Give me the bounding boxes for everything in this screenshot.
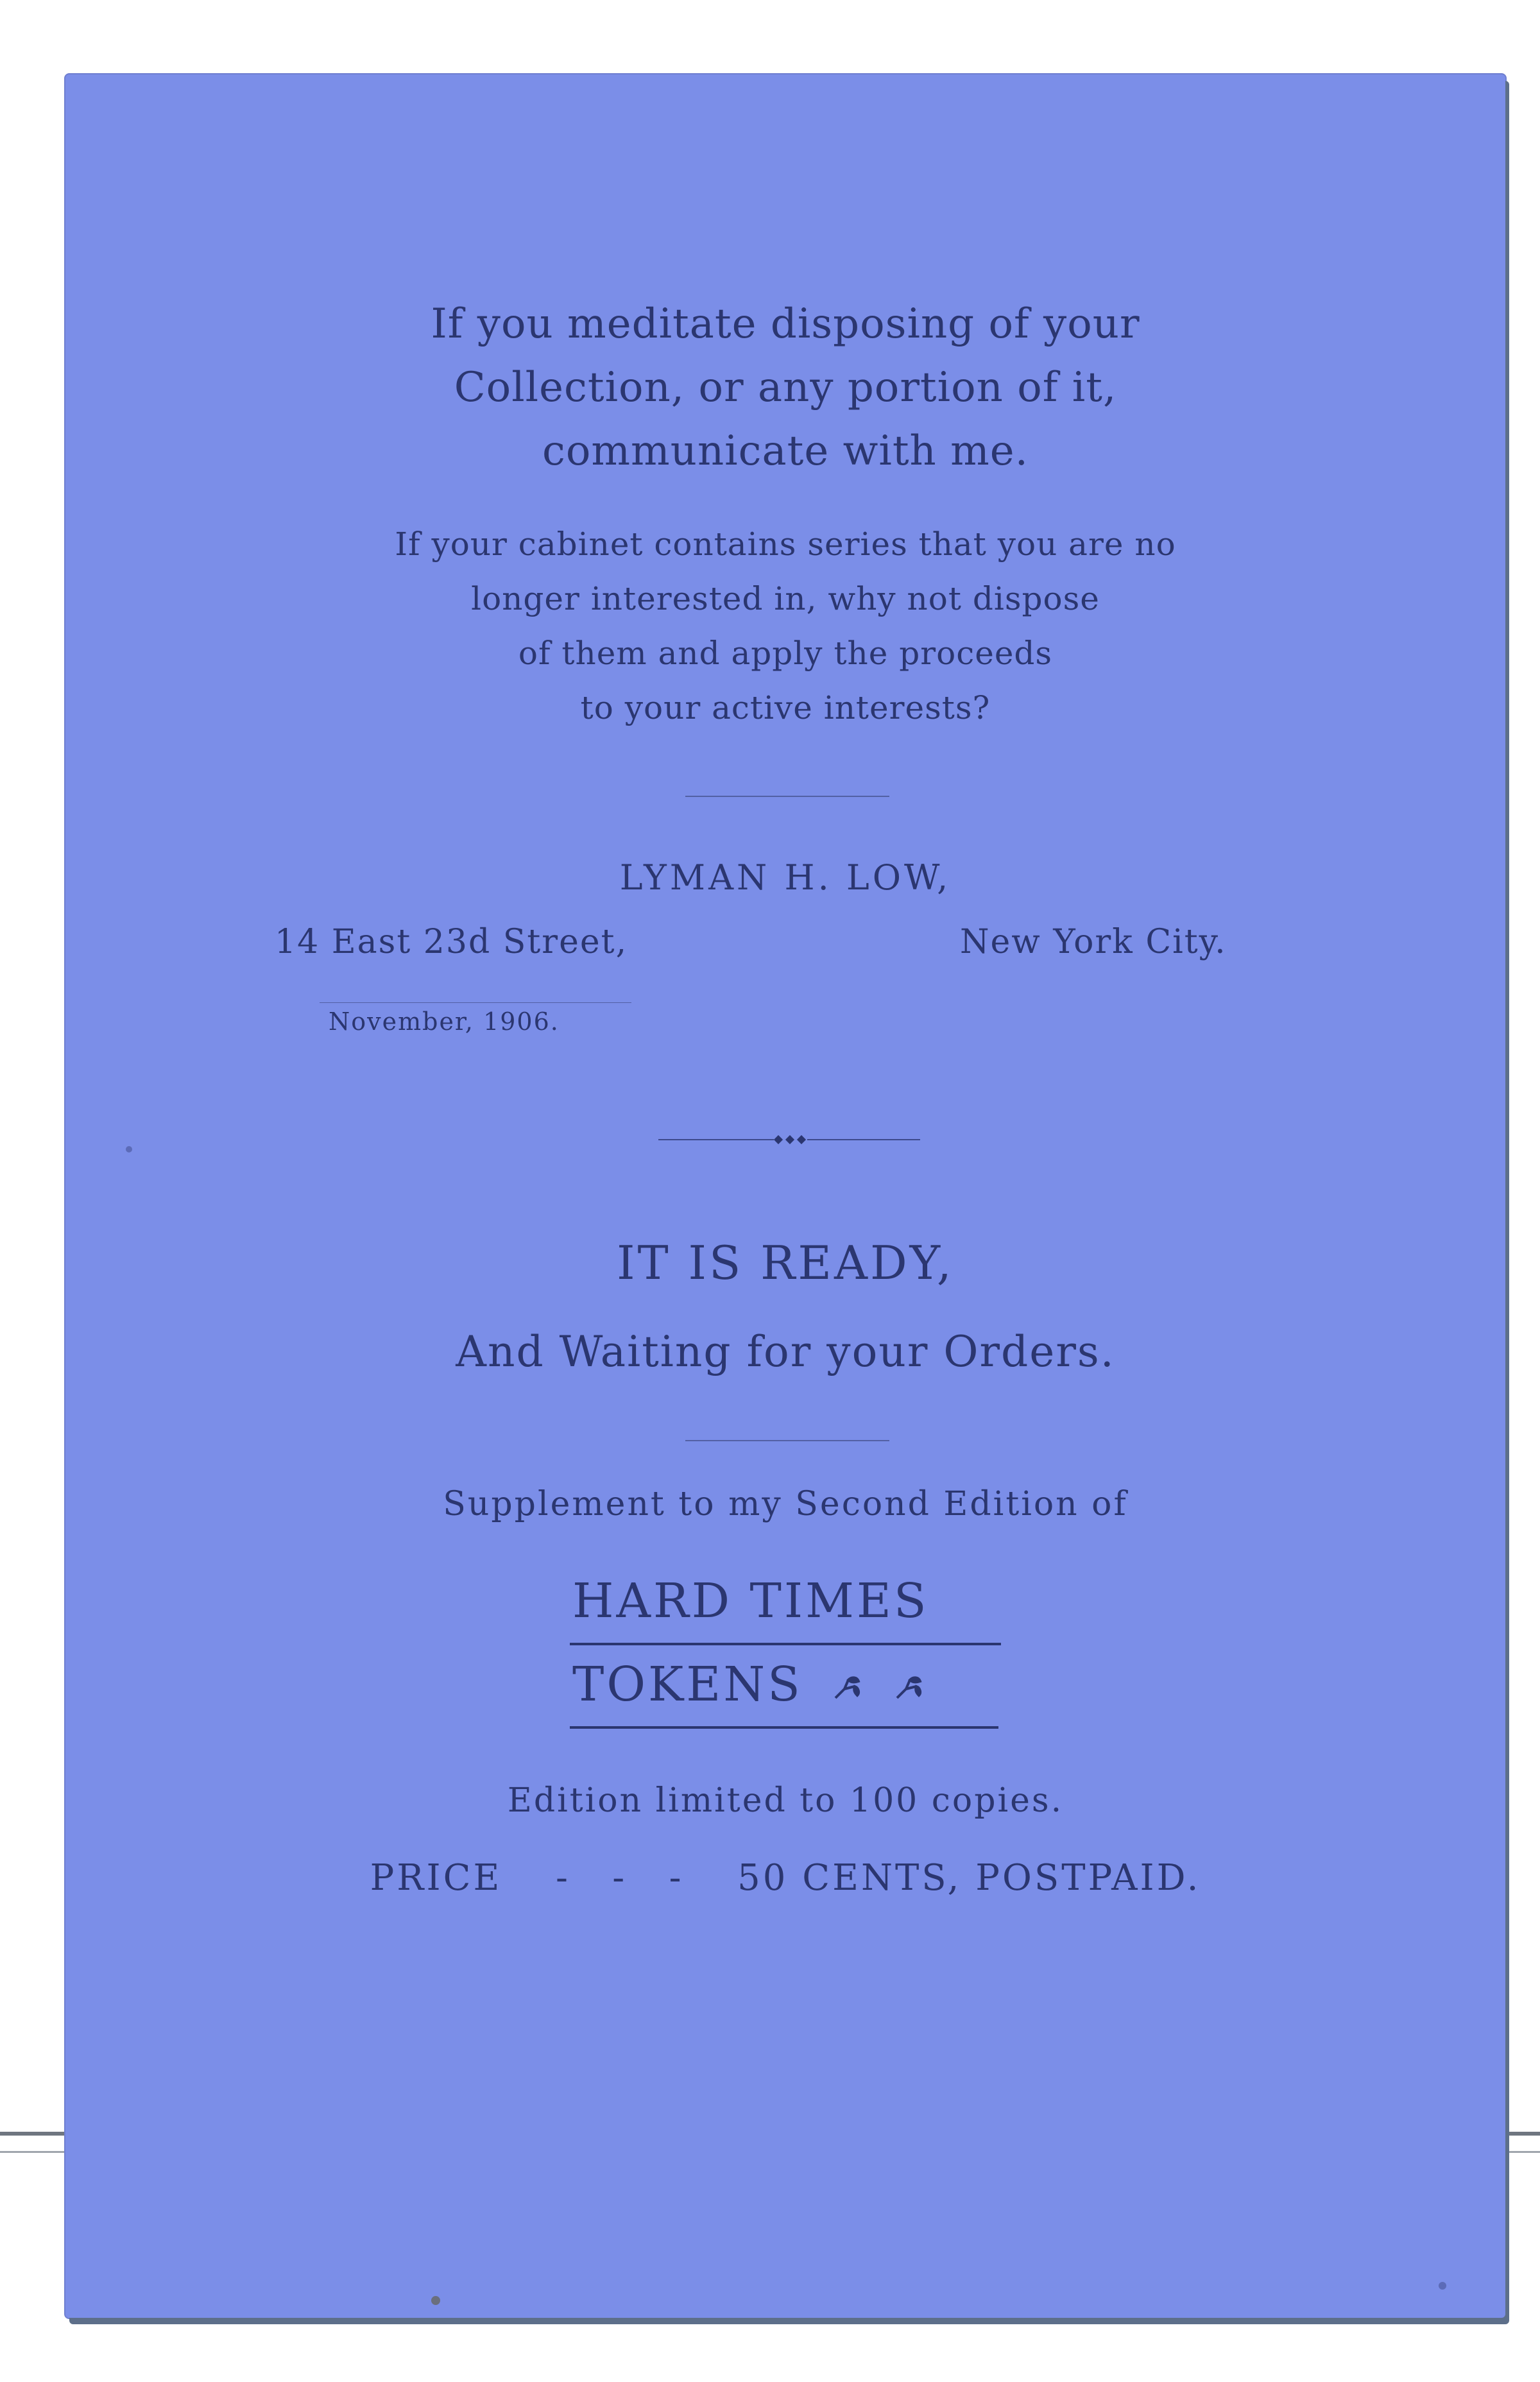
ornament-line-right	[807, 1139, 920, 1140]
inquiry-body-line-4: to your active interests?	[580, 689, 991, 726]
book-title-text: TOKENS	[572, 1657, 803, 1712]
inquiry-headline-line-1: If you meditate disposing of your	[431, 300, 1140, 348]
title-underline-1	[570, 1643, 1001, 1645]
paper-speck	[126, 1146, 132, 1152]
price-row	[65, 1857, 1505, 1899]
inquiry-headline-line-2: Collection, or any portion of it,	[454, 364, 1117, 412]
section-divider	[685, 796, 889, 797]
edition-note: Edition limited to 100 copies.	[507, 1781, 1064, 1820]
price-value: 50 CENTS, POSTPAID.	[737, 1857, 1201, 1899]
dealer-street: 14 East 23d Street,	[275, 923, 628, 961]
inquiry-body-line-3: of them and apply the proceeds	[518, 635, 1053, 672]
price-dashes: - - -	[555, 1857, 684, 1899]
announcement-subheadline: And Waiting for your Orders.	[456, 1327, 1115, 1376]
paper-speck	[1439, 2282, 1446, 2290]
ornament-diamond-icon	[797, 1135, 806, 1144]
inquiry-body-line-1: If your cabinet contains series that you are no	[395, 526, 1176, 563]
date-rule	[320, 1002, 631, 1003]
ornament-line-left	[658, 1139, 774, 1140]
dealer-city: New York City.	[960, 923, 1227, 961]
book-title-line-1: HARD TIMES	[572, 1573, 929, 1629]
inquiry-headline	[65, 293, 1505, 484]
inquiry-body-line-2: longer interested in, why not dispose	[471, 580, 1100, 617]
announcement-divider	[685, 1440, 889, 1441]
supplement-intro: Supplement to my Second Edition of	[443, 1485, 1128, 1523]
dealer-name: LYMAN H. LOW,	[619, 857, 952, 898]
sprig-icon	[832, 1672, 864, 1704]
paper-speck	[431, 2296, 440, 2305]
announcement-headline: IT IS READY,	[617, 1236, 954, 1290]
ornament-divider	[658, 1132, 920, 1147]
document-page	[65, 74, 1505, 2318]
price-label: PRICE	[370, 1857, 502, 1899]
inquiry-headline-line-3: communicate with me.	[542, 427, 1029, 476]
book-title-line-2	[572, 1657, 925, 1712]
title-underline-2	[570, 1726, 998, 1729]
sprig-icon	[893, 1672, 925, 1704]
inquiry-paragraph	[65, 517, 1505, 735]
publication-date: November, 1906.	[329, 1007, 560, 1036]
ornament-diamond-icon	[774, 1135, 783, 1144]
ornament-diamond-icon	[785, 1135, 794, 1144]
